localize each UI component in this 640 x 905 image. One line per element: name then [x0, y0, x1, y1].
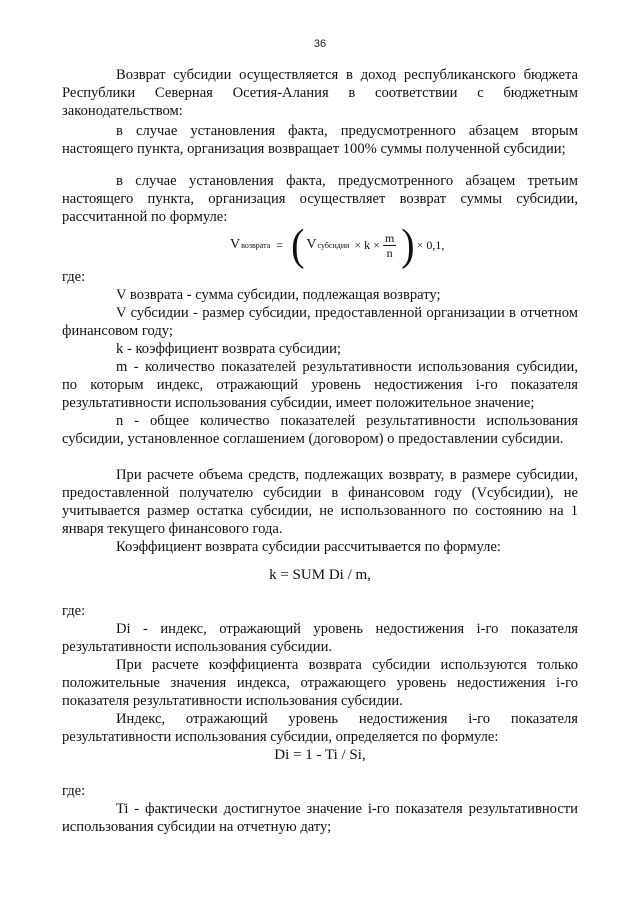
definition-m: m - количество показателей результативности использования субсидии, по которым индекс, отражающий уровень недостижения i-го показателя результативности использования субсидии, имеет положительное значение; — [62, 359, 578, 411]
definition-di: Di - индекс, отражающий уровень недостижения i-го показателя результативности использования субсидии. — [62, 621, 578, 655]
formula-di: Di = 1 - Ti / Si, — [274, 747, 366, 763]
paragraph-return-subsidy: Возврат субсидии осуществляется в доход республиканского бюджета Республики Северная Осетия-Алания в соответствии с бюджетным законодательством: — [62, 67, 578, 119]
paragraph-calculation-volume: При расчете объема средств, подлежащих возврату, в размере субсидии, предоставленной получателю субсидии в финансовом году (Vсубсидии), не учитывается размер остатка субсидии, не использованного по состоянию на 1 января текущего финансового года. — [62, 467, 578, 537]
formula-return-amount — [230, 219, 490, 270]
formula-v2-symbol: V — [306, 237, 317, 252]
formula-numerator: m — [384, 230, 395, 245]
formula-v2-subscript: субсидии — [317, 240, 350, 250]
where-label-1: где: — [62, 269, 86, 285]
definition-v-return: V возврата - сумма субсидии, подлежащая возврату; — [116, 287, 441, 303]
formula-denominator: n — [386, 245, 393, 260]
formula-left-paren: ( — [291, 219, 305, 270]
where-label-2: где: — [62, 603, 86, 619]
definition-v-subsidy: V субсидии - размер субсидии, предоставленной организации в отчетном финансовом году; — [62, 305, 578, 339]
definition-k: k - коэффициент возврата субсидии; — [116, 341, 342, 357]
definition-n: n - общее количество показателей результативности использования субсидии, установленное соглашением (договором) о предоставлении субсидии. — [62, 413, 578, 447]
formula-equals: = — [276, 237, 284, 252]
formula-v-symbol: V — [230, 237, 241, 252]
definition-ti: Ti - фактически достигнутое значение i-го показателя результативности использования субсидии на отчетную дату; — [62, 801, 578, 835]
formula-right-paren: ) — [401, 219, 415, 270]
paragraph-positive-values: При расчете коэффициента возврата субсидии используются только положительные значения индекса, отражающего уровень недостижения i-го показателя результативности использования субсидии. — [62, 657, 578, 709]
paragraph-index-formula-intro: Индекс, отражающий уровень недостижения i-го показателя результативности использования субсидии, определяется по формуле: — [62, 711, 578, 745]
formula-fraction — [383, 231, 396, 260]
formula-k: k = SUM Di / m, — [269, 567, 371, 583]
formula-tail: × 0,1, — [416, 237, 445, 252]
formula-v-subscript: возврата — [241, 240, 271, 250]
paragraph-case-third: в случае установления факта, предусмотренного абзацем третьим настоящего пункта, организация осуществляет возврат суммы субсидии, рассчитанной по формуле: — [62, 173, 578, 225]
paragraph-case-second: в случае установления факта, предусмотренного абзацем вторым настоящего пункта, организация возвращает 100% суммы полученной субсидии; — [62, 123, 578, 157]
formula-times-k: × k × — [354, 237, 380, 252]
paragraph-coefficient-intro: Коэффициент возврата субсидии рассчитывается по формуле: — [116, 539, 501, 555]
page-number: 36 — [313, 38, 327, 50]
where-label-3: где: — [62, 783, 86, 799]
